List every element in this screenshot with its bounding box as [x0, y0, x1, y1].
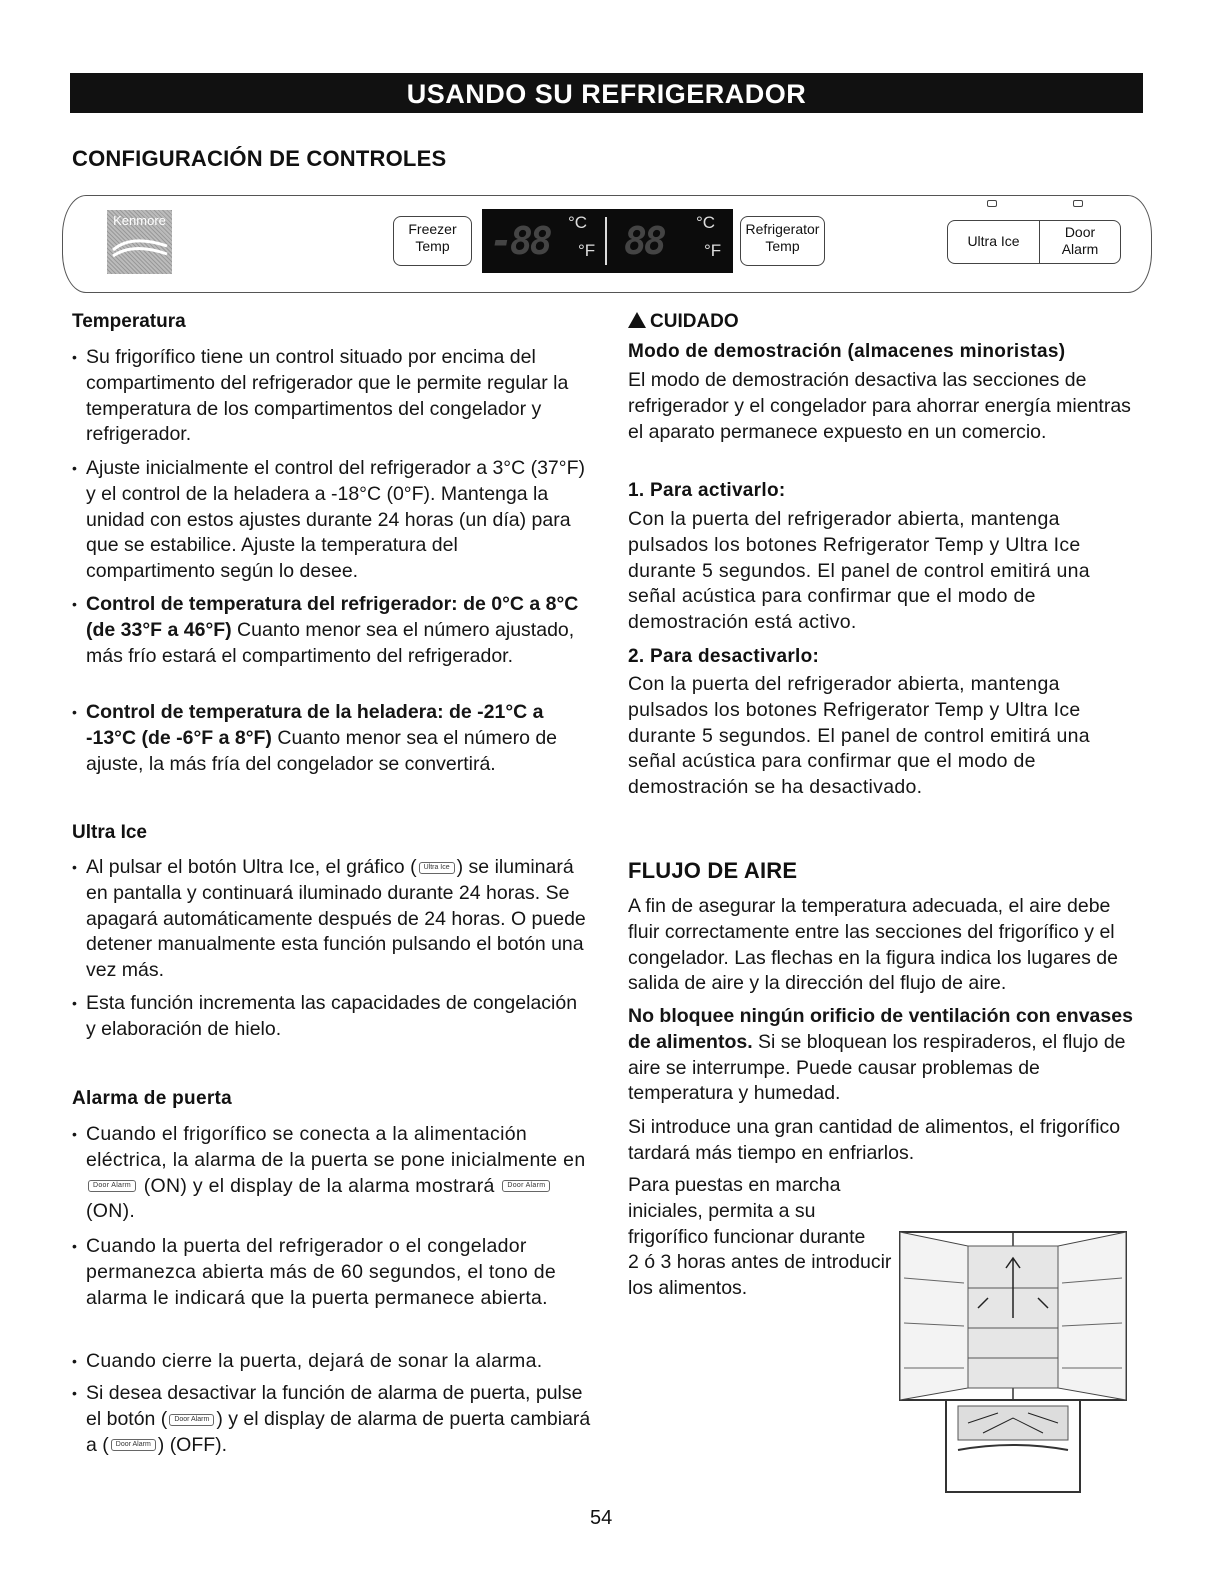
alarma-bullet-3: • Cuando cierre la puerta, dejará de sonar la alarma. — [72, 1349, 592, 1375]
fridge-label-2: Temp — [765, 238, 800, 254]
vent-warning-bold: No bloquee ningún orificio de ventilación con envases de alimentos. — [628, 1005, 1133, 1053]
ultra-ice-bullet-1 — [72, 855, 592, 984]
fridge-range-bold: Control de temperatura del refrigerador: de 0°C a 8°C (de 33°F a 46°F) — [86, 593, 579, 641]
freezer-temp-readout: -88 — [490, 219, 550, 263]
alarma-text-a: Cuando el frigorífico se conecta a la alimentación eléctrica, la alarma de la puerta se pone inicialmente en — [86, 1123, 586, 1171]
door-alarm-button[interactable] — [1039, 220, 1121, 264]
temperatura-bullet-2: • Ajuste inicialmente el control del refrigerador a 3°C (37°F) y el control de la heladera a -18°C (0°F). Mantenga la unidad con estos ajustes durante 24 horas (un día) para que se estabilice. Ajuste la temperatura del compartimento según lo desee. — [72, 456, 592, 585]
step2-title: 2. Para desactivarlo: — [628, 646, 820, 667]
ultra-ice-graphic-icon: Ultra Ice — [419, 862, 455, 874]
cuidado-label: CUIDADO — [650, 311, 739, 332]
refrigerator-airflow-illustration — [888, 1228, 1138, 1498]
ultra-ice-indicator-icon — [987, 200, 997, 207]
kenmore-logo — [107, 210, 172, 274]
freezer-temp-button[interactable] — [393, 216, 472, 266]
alarma-text-c: (ON). — [86, 1200, 136, 1223]
alarma-text-e: ) y el display de alarma de puerta cambiará a ( — [86, 1407, 591, 1456]
freezer-unit-f: °F — [578, 241, 596, 260]
cuidado-heading — [628, 311, 739, 333]
door-alarm-on-icon: Door Alarm — [88, 1180, 136, 1192]
ultra-ice-label: Ultra Ice — [967, 233, 1020, 249]
flujo-para-4 — [628, 1173, 898, 1302]
fridge-range-text: Cuanto menor sea el número ajustado, más frío estará el compartimento del refrigerador. — [86, 618, 575, 667]
flujo-para-1: A fin de asegurar la temperatura adecuada, el aire debe fluir correctamente entre las secciones del frigorífico y el congelador. Las flechas en la figura indica los lugares de salida de aire y la dirección del flujo de aire. — [628, 895, 1118, 995]
flujo-para-4a: Para puestas en marcha iniciales, permita a su frigorífico funcionar durante — [628, 1174, 866, 1248]
door-label-2: Alarm — [1061, 241, 1099, 257]
ultra-ice-heading: Ultra Ice — [72, 822, 147, 843]
door-label-1: Door — [1064, 224, 1096, 240]
ultra-text-b: ) se iluminará en pantalla y continuará iluminado durante 24 horas. Se apagará automáticamente después de 24 horas. O puede detener manualmente esta función pulsando el botón una vez más. — [86, 856, 586, 982]
temperatura-heading: Temperatura — [72, 311, 186, 332]
alarma-bullet-4 — [72, 1381, 592, 1458]
flujo-para-4b: 2 ó 3 horas antes de introducir los alimentos. — [628, 1251, 892, 1300]
alarma-bullet-1 — [72, 1122, 592, 1225]
brand-label: Kenmore — [113, 213, 166, 228]
alarma-heading: Alarma de puerta — [72, 1088, 233, 1109]
flujo-para-3: Si introduce una gran cantidad de alimentos, el frigorífico tardará más tiempo en enfriarlos. — [628, 1116, 1121, 1164]
config-section-title: CONFIGURACIÓN DE CONTROLES — [72, 146, 447, 171]
step1-title: 1. Para activarlo: — [628, 480, 786, 501]
temperatura-bullet-3 — [72, 592, 592, 669]
page-number: 54 — [590, 1507, 613, 1529]
display-divider — [605, 217, 607, 265]
alarma-text-d: Si desea desactivar la función de alarma de puerta, pulse el botón ( — [86, 1382, 583, 1430]
fridge-unit-f: °F — [704, 241, 722, 260]
ultra-text-a: Al pulsar el botón Ultra Ice, el gráfico ( — [86, 856, 417, 878]
temperatura-bullet-1: • Su frigorífico tiene un control situado por encima del compartimento del refrigerador que le permite regular la temperatura de los compartimentos del congelador y refrigerador. — [72, 345, 592, 448]
freezer-range-bold: Control de temperatura de la heladera: de -21°C a -13°C (de -6°F a 8°F) — [86, 701, 544, 749]
flujo-para-2 — [628, 1004, 1138, 1107]
flujo-title: FLUJO DE AIRE — [628, 858, 798, 883]
fridge-temp-readout: 88 — [624, 219, 664, 263]
warning-icon — [628, 312, 646, 328]
door-alarm-indicator-icon — [1073, 200, 1083, 207]
logo-swoosh-icon — [111, 232, 169, 262]
demo-mode-intro: El modo de demostración desactiva las secciones de refrigerador y el congelador para ahorrar energía mientras el aparato permanece expuesto en un comercio. — [628, 369, 1131, 443]
door-alarm-button-icon: Door Alarm — [169, 1414, 214, 1426]
door-alarm-display-icon: Door Alarm — [502, 1180, 550, 1192]
door-alarm-off-icon: Door Alarm — [111, 1439, 156, 1451]
temperatura-bullet-4 — [72, 700, 592, 777]
freezer-label-1: Freezer — [408, 221, 457, 237]
freezer-range-text: Cuanto menor sea el número de ajuste, la más fría del congelador se convertirá. — [86, 726, 558, 775]
demo-mode-subheading: Modo de demostración (almacenes minoristas) — [628, 341, 1066, 362]
vent-warning-text: Si se bloquean los respiraderos, el flujo de aire se interrumpe. Puede causar problemas de temperatura y humedad. — [628, 1030, 1126, 1105]
control-panel — [62, 195, 1152, 293]
alarma-text-f: ) (OFF). — [157, 1433, 228, 1456]
step1-text: Con la puerta del refrigerador abierta, mantenga pulsados los botones Refrigerator Temp y Ultra Ice durante 5 segundos. El panel de control emitirá una señal acústica para confirmar que el modo de demostración está activo. — [628, 508, 1090, 634]
fridge-unit-c: °C — [696, 213, 716, 232]
alarma-bullet-2: • Cuando la puerta del refrigerador o el congelador permanezca abierta más de 60 segundos, el tono de alarma le indicará que la puerta permanece abierta. — [72, 1234, 592, 1311]
alarma-text-b: (ON) y el display de la alarma mostrará — [143, 1174, 495, 1197]
page-banner: USANDO SU REFRIGERADOR — [70, 73, 1143, 113]
fridge-label-1: Refrigerator — [745, 221, 820, 237]
temperature-display — [482, 209, 733, 273]
ultra-ice-bullet-2: • Esta función incrementa las capacidades de congelación y elaboración de hielo. — [72, 991, 592, 1043]
freezer-unit-c: °C — [568, 213, 588, 232]
step2-text: Con la puerta del refrigerador abierta, mantenga pulsados los botones Refrigerator Temp y Ultra Ice durante 5 segundos. El panel de control emitirá una señal acústica para confirmar que el modo de demostración se ha desactivado. — [628, 673, 1090, 799]
refrigerator-temp-button[interactable] — [740, 216, 825, 266]
freezer-label-2: Temp — [415, 238, 450, 254]
ultra-ice-button[interactable] — [947, 220, 1039, 264]
